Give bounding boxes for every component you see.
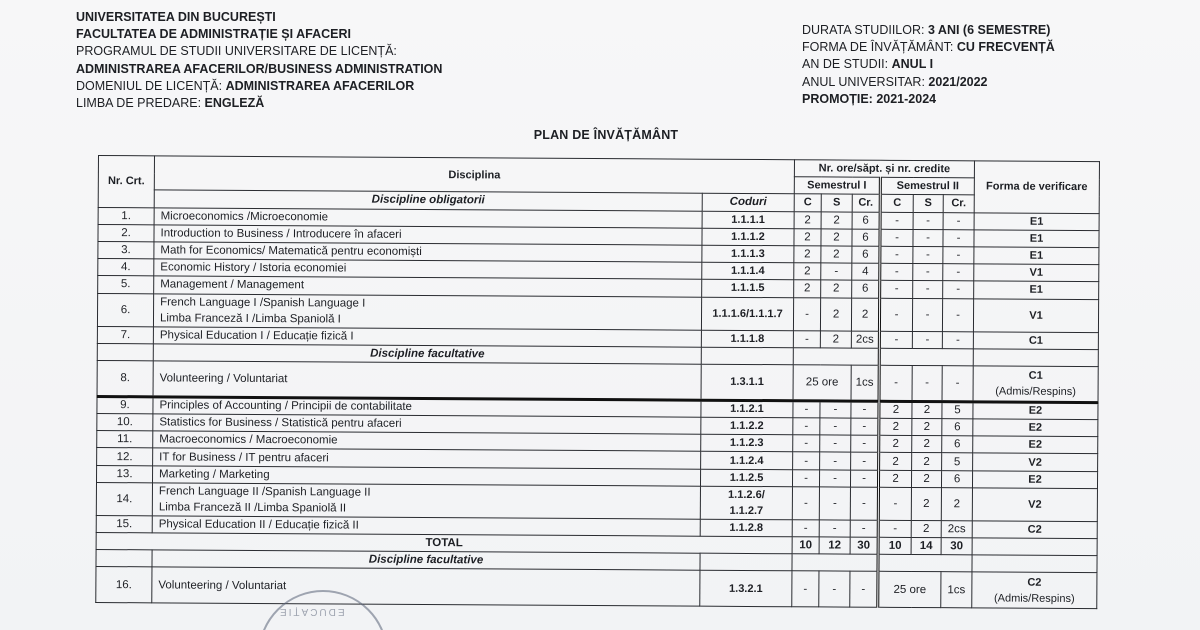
discipline-name: Marketing / Marketing <box>152 465 700 486</box>
sem2-c: - <box>878 487 911 520</box>
empty-cell <box>792 554 878 572</box>
total-sem2-c: 10 <box>878 537 911 554</box>
sem1-cr: 2cs <box>851 331 879 348</box>
year-line <box>802 56 1055 73</box>
verification-form-note: (Admis/Respins) <box>993 592 1075 605</box>
sem2-s: - <box>912 365 942 401</box>
faculty-name: FACULTATEA DE ADMINISTRAȚIE ȘI AFACERI <box>76 27 351 42</box>
form-line <box>802 39 1055 56</box>
empty-cell <box>701 347 793 365</box>
verification-form-code: C2 <box>1027 576 1042 589</box>
verification-form: E2 <box>973 402 1098 420</box>
sem2-c: - <box>878 520 911 537</box>
document-title: PLAN DE ÎNVĂȚĂMÂNT <box>533 128 679 142</box>
empty-cell <box>97 343 153 361</box>
sem2-c: - <box>880 246 913 263</box>
promotion-line <box>802 91 1055 108</box>
sem2-s: 2 <box>912 401 942 418</box>
row-number: 7. <box>97 326 153 344</box>
col-s1-header: S <box>821 194 852 211</box>
verification-form: V2 <box>972 488 1097 522</box>
row-number: 3. <box>98 241 154 259</box>
verification-form: E1 <box>974 281 1099 299</box>
sem2-cr: 5 <box>942 453 973 470</box>
verification-form: C1 <box>973 331 1098 349</box>
sem1-cr: 6 <box>852 246 880 263</box>
table-row <box>97 360 1098 402</box>
duration-value: 3 ANI (6 SEMESTRE) <box>927 23 1051 37</box>
sem1-cr: - <box>851 418 879 435</box>
sem1-cr: - <box>850 470 878 487</box>
header-right <box>802 22 1055 108</box>
discipline-code: 1.1.1.5 <box>702 280 794 298</box>
discipline-name <box>152 483 700 519</box>
discipline-name: Physical Education I / Educație fizică I <box>153 326 701 347</box>
verification-form: V2 <box>973 453 1098 471</box>
col-hours-header: Nr. ore/săpt. și nr. credite <box>794 160 974 178</box>
verification-form: C2 <box>972 521 1097 539</box>
row-number: 1. <box>98 207 154 225</box>
verification-form: V1 <box>973 298 1098 332</box>
row-number: 5. <box>98 276 154 294</box>
discipline-code: 1.1.1.3 <box>702 245 794 263</box>
sem1-s: - <box>820 418 851 435</box>
sem1-s: - <box>819 520 850 537</box>
table-row <box>97 293 1098 332</box>
form-value: CU FRECVENȚĂ <box>956 40 1055 55</box>
discipline-name: Macroeconomics / Macroeconomie <box>153 431 701 452</box>
verification-form: E1 <box>974 212 1099 230</box>
section-mandatory: Discipline obligatorii <box>154 190 702 211</box>
sem2-s: - <box>913 212 943 229</box>
domain-line <box>76 78 442 95</box>
sem2-s: - <box>912 298 942 331</box>
sem2-s: - <box>913 264 943 281</box>
sem1-cr: - <box>851 453 879 470</box>
sem2-s: 2 <box>912 419 942 436</box>
sem1-cr: - <box>850 571 878 607</box>
sem1-c: 2 <box>794 229 821 246</box>
col-c2-header: C <box>880 195 913 212</box>
sem2-cr: - <box>942 298 973 331</box>
discipline-code: 1.1.2.2 <box>701 417 793 435</box>
sem2-c: - <box>880 263 913 280</box>
col-s2-header: S <box>913 195 943 212</box>
sem2-c: 2 <box>879 418 912 435</box>
discipline-code: 1.1.1.4 <box>702 262 794 280</box>
academic-year-value: 2021/2022 <box>928 74 988 89</box>
discipline-code: 1.3.1.1 <box>701 364 793 401</box>
sem1-cr: 2 <box>851 298 879 331</box>
empty-cell <box>793 347 879 365</box>
sem2-s: - <box>912 331 942 348</box>
discipline-name <box>153 293 701 329</box>
domain-value: ADMINISTRAREA AFACERILOR <box>225 78 415 93</box>
row-number: 13. <box>97 465 153 483</box>
discipline-name-en: French Language I /Spanish Language I <box>160 295 366 310</box>
sem1-cr: 6 <box>852 212 880 229</box>
discipline-code: 1.1.2.8 <box>700 519 792 537</box>
empty-cell <box>879 348 973 366</box>
verification-form: E1 <box>974 247 1099 265</box>
discipline-code-b: 1.1.2.7 <box>729 504 764 517</box>
row-number: 12. <box>97 448 153 466</box>
row-number: 8. <box>97 360 153 396</box>
sem1-s: 2 <box>821 211 852 228</box>
program-label: PROGRAMUL DE STUDII UNIVERSITARE DE LICENȚĂ: <box>76 44 397 59</box>
empty-cell <box>96 550 152 568</box>
sem2-cr: 2cs <box>941 520 972 537</box>
sem1-s: 2 <box>821 229 852 246</box>
discipline-code: 1.1.1.8 <box>701 330 793 348</box>
col-sem1-header: Semestrul I <box>794 177 880 195</box>
domain-label: DOMENIUL DE LICENȚĂ: <box>76 78 223 93</box>
sem1-cr: - <box>851 401 879 418</box>
sem2-c: 2 <box>879 401 912 418</box>
sem2-s: 2 <box>911 470 941 487</box>
sem2-cr: 6 <box>941 470 972 487</box>
col-form-header: Forma de verificare <box>974 161 1099 213</box>
discipline-code <box>700 486 792 520</box>
form-label: FORMA DE ÎNVĂȚĂMÂNT: <box>802 40 954 55</box>
sem2-s: - <box>913 281 943 298</box>
discipline-code-a: 1.1.2.6/ <box>728 488 765 501</box>
sem2-s: - <box>913 246 943 263</box>
verification-form: E2 <box>973 419 1098 437</box>
sem1-c: - <box>792 571 819 607</box>
university-name: UNIVERSITATEA DIN BUCUREȘTI <box>76 10 276 24</box>
sem1-c: - <box>793 330 820 347</box>
sem1-hours: 25 ore <box>793 365 851 401</box>
col-nr-header: Nr. Crt. <box>98 156 154 208</box>
empty-cell <box>972 555 1097 573</box>
discipline-name-en: French Language II /Spanish Language II <box>158 485 371 499</box>
sem2-cr: - <box>943 212 974 229</box>
verification-form <box>972 572 1097 609</box>
discipline-name: Volunteering / Voluntariat <box>152 567 700 606</box>
stamp-text: EDUCAȚIE <box>278 606 345 617</box>
sem2-s: 2 <box>912 453 942 470</box>
sem1-c: - <box>793 418 820 435</box>
verification-form: V1 <box>974 264 1099 282</box>
discipline-name-ro: Limba Franceză I /Limba Spaniolă I <box>159 311 341 325</box>
sem2-c: - <box>880 229 913 246</box>
sem1-s: 2 <box>821 280 852 297</box>
academic-year-line <box>802 74 1055 91</box>
sem2-cr: 6 <box>942 436 973 453</box>
sem1-c: 2 <box>794 280 821 297</box>
sem1-c: - <box>793 435 820 452</box>
sem1-cr: 6 <box>852 229 880 246</box>
sem2-cr: 1cs <box>941 572 972 608</box>
sem1-c: 2 <box>794 263 821 280</box>
header-left <box>76 9 442 112</box>
sem2-s: 2 <box>912 436 942 453</box>
discipline-name: Math for Economics/ Matematică pentru economiști <box>154 242 702 263</box>
row-number: 10. <box>97 414 153 432</box>
sem2-c: - <box>879 298 912 331</box>
sem1-c: 2 <box>794 211 821 228</box>
discipline-code: 1.1.1.1 <box>702 211 794 229</box>
duration-line <box>802 22 1055 39</box>
discipline-code: 1.1.1.6/1.1.1.7 <box>701 297 793 331</box>
sem2-cr: - <box>943 264 974 281</box>
discipline-name: Physical Education II / Educație fizică II <box>152 516 700 537</box>
col-cr2-header: Cr. <box>943 195 974 212</box>
sem2-cr: - <box>943 229 974 246</box>
sem1-s: 2 <box>820 297 851 330</box>
sem2-c: - <box>879 331 912 348</box>
discipline-name: Volunteering / Voluntariat <box>153 361 701 400</box>
sem1-c: 2 <box>794 246 821 263</box>
discipline-code: 1.3.2.1 <box>700 571 792 608</box>
academic-year-label: ANUL UNIVERSITAR: <box>802 74 925 89</box>
section-optional: Discipline facultative <box>153 344 701 365</box>
discipline-code: 1.1.1.2 <box>702 228 794 246</box>
total-label: TOTAL <box>96 532 792 553</box>
year-value: ANUL I <box>891 57 934 72</box>
discipline-name: Microeconomics /Microeconomie <box>154 207 702 228</box>
sem1-s: - <box>819 571 850 607</box>
verification-form <box>973 366 1098 403</box>
language-label: LIMBA DE PREDARE: <box>76 96 202 111</box>
col-c1-header: C <box>794 194 821 211</box>
discipline-name: Statistics for Business / Statistică pentru afaceri <box>153 414 701 435</box>
table-row <box>96 567 1097 609</box>
sem1-c: - <box>792 520 819 537</box>
sem2-s: 2 <box>911 487 941 520</box>
verification-form-note: (Admis/Respins) <box>995 385 1076 398</box>
sem1-s: - <box>819 487 850 520</box>
sem2-cr: - <box>942 331 973 348</box>
sem1-s: - <box>821 263 852 280</box>
sem1-s: - <box>820 401 851 418</box>
empty-cell <box>700 553 792 571</box>
section-optional: Discipline facultative <box>152 550 700 571</box>
sem1-c: - <box>793 452 820 469</box>
promotion-value: 2021-2024 <box>876 91 937 106</box>
sem2-c: 2 <box>879 453 912 470</box>
sem2-cr: 2 <box>941 487 972 520</box>
discipline-name: IT for Business / IT pentru afaceri <box>153 448 701 469</box>
sem2-c: 2 <box>878 470 911 487</box>
row-number: 15. <box>96 515 152 533</box>
discipline-name: Principles of Accounting / Principii de contabilitate <box>153 397 701 418</box>
duration-label: DURATA STUDIILOR: <box>802 23 925 37</box>
total-sem1-c: 10 <box>792 537 819 554</box>
sem1-c: - <box>792 487 819 520</box>
header-row-1 <box>98 156 1099 179</box>
sem1-cr: - <box>850 487 878 520</box>
sem1-s: 2 <box>820 330 851 347</box>
sem1-cr: 6 <box>852 280 880 297</box>
sem1-s: - <box>820 452 851 469</box>
sem2-c: 2 <box>879 436 912 453</box>
sem1-s: - <box>820 435 851 452</box>
discipline-name: Economic History / Istoria economiei <box>154 259 702 280</box>
sem2-cr: - <box>942 366 973 402</box>
col-discipline-header: Disciplina <box>154 156 794 194</box>
year-label: AN DE STUDII: <box>802 57 889 72</box>
sem1-c: - <box>793 401 820 418</box>
sem1-cr: - <box>850 520 878 537</box>
discipline-code: 1.1.2.3 <box>701 434 793 452</box>
col-codes-header: Coduri <box>702 194 794 212</box>
sem1-cr: 1cs <box>851 365 879 401</box>
verification-form: E1 <box>974 230 1099 248</box>
total-sem2-cr: 30 <box>941 538 972 555</box>
discipline-code: 1.1.2.4 <box>701 452 793 470</box>
sem1-cr: - <box>851 435 879 452</box>
sem2-hours: 25 ore <box>878 572 941 608</box>
discipline-code: 1.1.2.1 <box>701 400 793 418</box>
language-value: ENGLEZĂ <box>204 96 265 111</box>
curriculum-table <box>95 155 1100 609</box>
sem1-cr: 4 <box>852 263 880 280</box>
sem2-cr: - <box>943 281 974 298</box>
sem1-s: - <box>819 470 850 487</box>
sem2-c: - <box>880 281 913 298</box>
col-sem2-header: Semestrul II <box>880 177 974 195</box>
sem2-s: - <box>913 229 943 246</box>
discipline-code: 1.1.2.5 <box>700 469 792 487</box>
verification-form-code: C1 <box>1028 369 1043 382</box>
row-number: 11. <box>97 431 153 449</box>
empty-cell <box>973 349 1098 367</box>
sem1-s: 2 <box>821 246 852 263</box>
program-name: ADMINISTRAREA AFACERILOR/BUSINESS ADMINISTRATION <box>76 61 443 76</box>
col-cr1-header: Cr. <box>852 194 880 211</box>
sem1-c: - <box>792 469 819 486</box>
sem2-s: 2 <box>911 520 941 537</box>
sem2-cr: 5 <box>942 402 973 419</box>
row-number: 2. <box>98 224 154 242</box>
sem2-cr: - <box>943 247 974 264</box>
empty-cell <box>972 538 1097 556</box>
sem2-c: - <box>879 365 912 401</box>
table-row <box>96 482 1097 521</box>
total-sem2-s: 14 <box>911 537 941 554</box>
sem1-c: - <box>793 297 820 330</box>
sem2-cr: 6 <box>942 419 973 436</box>
row-number: 9. <box>97 396 153 414</box>
row-number: 16. <box>96 567 152 603</box>
row-number: 4. <box>98 259 154 277</box>
total-sem1-s: 12 <box>819 537 850 554</box>
total-sem1-cr: 30 <box>850 537 878 554</box>
empty-cell <box>878 554 972 572</box>
sem2-c: - <box>880 212 913 229</box>
discipline-name: Management / Management <box>154 276 702 297</box>
language-line <box>76 95 442 112</box>
row-number: 14. <box>96 482 152 515</box>
verification-form: E2 <box>973 436 1098 454</box>
discipline-name-ro: Limba Franceză II /Limba Spaniolă II <box>158 501 347 515</box>
discipline-name: Introduction to Business / Introducere în afaceri <box>154 225 702 246</box>
promotion-label: PROMOȚIE: <box>802 91 873 106</box>
verification-form: E2 <box>972 470 1097 488</box>
row-number: 6. <box>97 293 153 326</box>
